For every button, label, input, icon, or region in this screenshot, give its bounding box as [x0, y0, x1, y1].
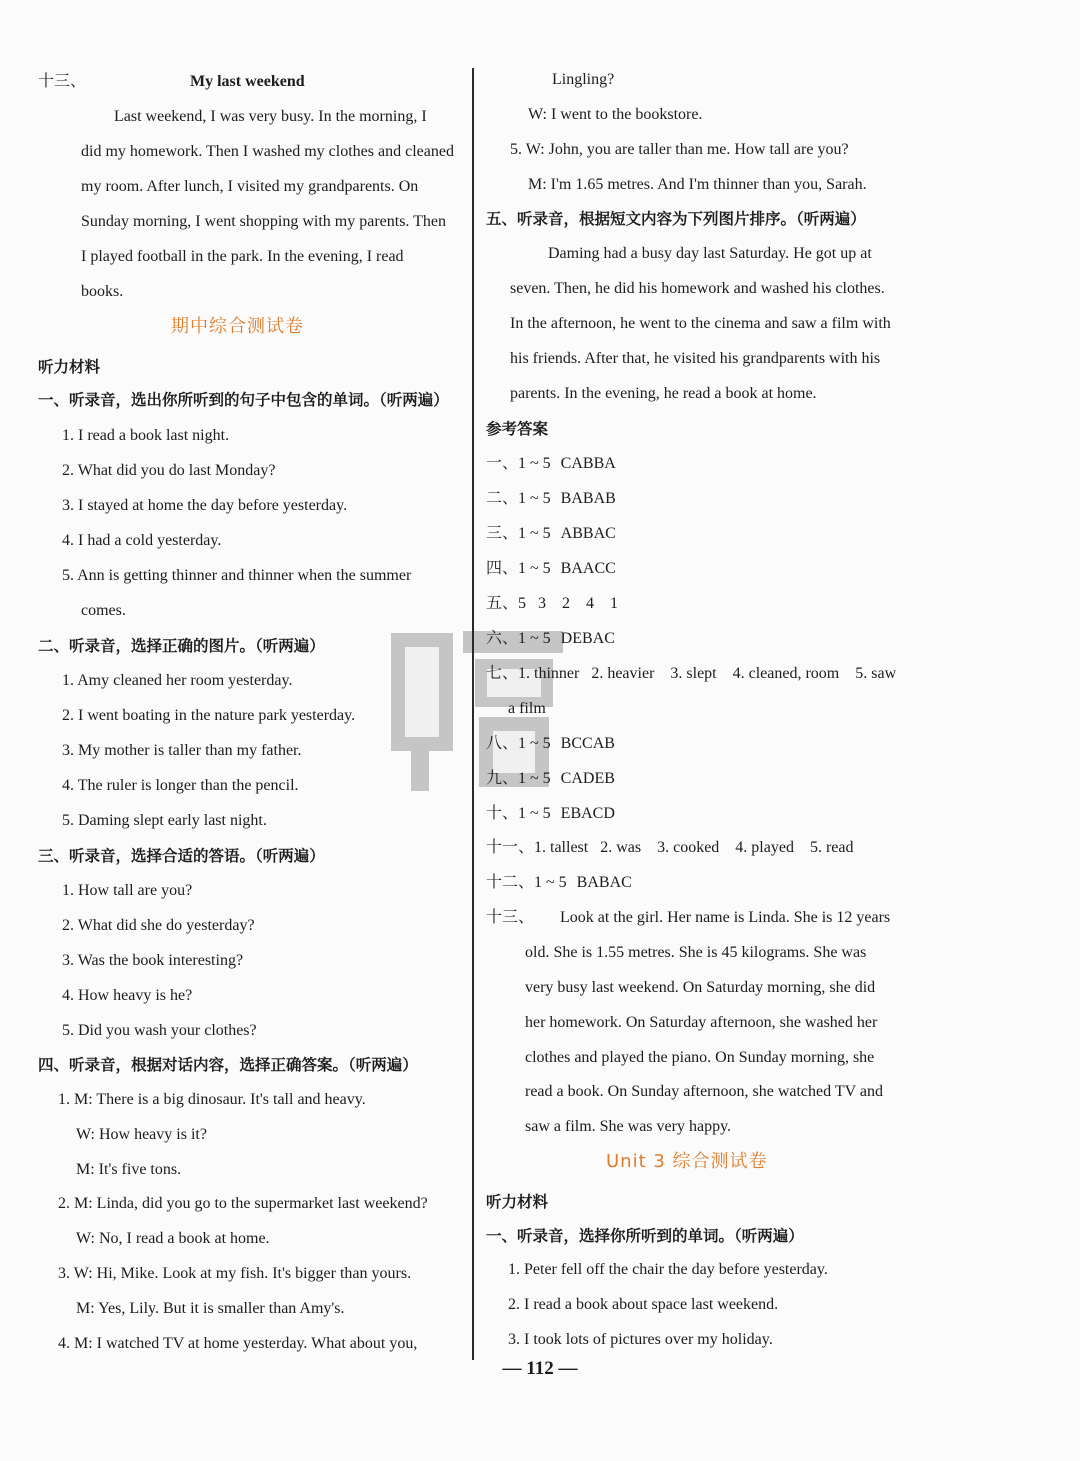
- answer-value: CABBA: [560, 455, 616, 472]
- listening-material-label: 听力材料: [38, 358, 101, 376]
- list-item: 5. Ann is getting thinner and thinner when the summer: [62, 567, 412, 584]
- list-item: 4. The ruler is longer than the pencil.: [62, 777, 299, 794]
- answer-value: CADEB: [560, 770, 615, 787]
- essay-line: my room. After lunch, I visited my grandparents. On: [81, 178, 419, 195]
- list-item: 2. I read a book about space last weekend.: [508, 1296, 779, 1313]
- essay-line: Last weekend, I was very busy. In the morning, I: [114, 108, 427, 125]
- essay-line: Sunday morning, I went shopping with my parents. Then: [81, 213, 446, 230]
- list-item: 1. I read a book last night.: [62, 427, 230, 444]
- list-item: 5. Did you wash your clothes?: [62, 1022, 257, 1039]
- answer-row: [486, 664, 896, 684]
- answer-passage-line: read a book. On Sunday afternoon, she watched TV and: [525, 1083, 883, 1100]
- list-item: 3. I stayed at home the day before yesterday.: [62, 497, 348, 514]
- answer-number: 六、1 ~ 5: [486, 630, 551, 647]
- dialogue-line: M: Yes, Lily. But it is smaller than Amy's.: [76, 1300, 345, 1317]
- dialogue-line: 5. W: John, you are taller than me. How tall are you?: [510, 141, 849, 158]
- dialogue-line: 4. M: I watched TV at home yesterday. What about you,: [58, 1335, 418, 1352]
- passage-line: Daming had a busy day last Saturday. He got up at: [548, 245, 872, 262]
- answer-number: 三、1 ~ 5: [486, 525, 551, 542]
- list-item: 2. What did she do yesterday?: [62, 917, 255, 934]
- answer-value: 2. was 3. cooked 4. played 5. read: [600, 839, 854, 856]
- answer-row: [486, 489, 616, 509]
- list-item: 3. I took lots of pictures over my holiday.: [508, 1331, 773, 1348]
- unit3-section-1-title: 一、听录音，选择你所听到的单词。（听两遍）: [486, 1227, 804, 1245]
- answer-row: [486, 734, 615, 754]
- answer-number: 十、1 ~ 5: [486, 805, 551, 822]
- answer-continuation: a film: [508, 700, 546, 717]
- answer-number: 一、1 ~ 5: [486, 455, 551, 472]
- section-13-number: 十三、: [486, 909, 535, 926]
- section-13-number: 十三、: [38, 73, 87, 90]
- list-item: 4. I had a cold yesterday.: [62, 532, 222, 549]
- answer-row: [486, 873, 632, 893]
- listening-material-label: 听力材料: [486, 1193, 549, 1211]
- essay-title: My last weekend: [190, 73, 305, 90]
- answer-number: 五、5: [486, 595, 527, 612]
- answer-passage-line: saw a film. She was very happy.: [525, 1118, 732, 1135]
- answer-number: 九、1 ~ 5: [486, 770, 551, 787]
- answer-number: 七、1. thinner: [486, 665, 580, 682]
- section-5-title: 五、听录音，根据短文内容为下列图片排序。（听两遍）: [486, 210, 866, 228]
- answer-row: [486, 804, 615, 824]
- list-item: 5. Daming slept early last night.: [62, 812, 267, 829]
- answer-row: [486, 559, 616, 579]
- answer-value: ABBAC: [560, 525, 616, 542]
- dialogue-line: M: It's five tons.: [76, 1161, 182, 1178]
- passage-line: parents. In the evening, he read a book at home.: [510, 385, 817, 402]
- answer-value: BAACC: [560, 560, 616, 577]
- answer-value: BABAC: [576, 874, 632, 891]
- dialogue-line: Lingling?: [552, 71, 615, 88]
- answer-number: 八、1 ~ 5: [486, 735, 551, 752]
- dialogue-line: 1. M: There is a big dinosaur. It's tall and heavy.: [58, 1091, 366, 1108]
- list-item: 1. Amy cleaned her room yesterday.: [62, 672, 293, 689]
- dialogue-line: 3. W: Hi, Mike. Look at my fish. It's bigger than yours.: [58, 1265, 412, 1282]
- dialogue-line: W: How heavy is it?: [76, 1126, 207, 1143]
- section-3-title: 三、听录音，选择合适的答语。（听两遍）: [38, 847, 325, 865]
- list-item: comes.: [81, 602, 126, 619]
- list-item: 3. Was the book interesting?: [62, 952, 244, 969]
- column-divider: [472, 68, 474, 1360]
- passage-line: his friends. After that, he visited his grandparents with his: [510, 350, 881, 367]
- list-item: 4. How heavy is he?: [62, 987, 193, 1004]
- dialogue-line: W: I went to the bookstore.: [528, 106, 703, 123]
- dialogue-line: W: No, I read a book at home.: [76, 1230, 270, 1247]
- answers-label: 参考答案: [486, 420, 549, 438]
- list-item: 1. How tall are you?: [62, 882, 193, 899]
- section-1-title: 一、听录音，选出你所听到的句子中包含的单词。（听两遍）: [38, 391, 449, 409]
- section-4-title: 四、听录音，根据对话内容，选择正确答案。（听两遍）: [38, 1056, 418, 1074]
- dialogue-line: M: I'm 1.65 metres. And I'm thinner than you, Sarah.: [528, 176, 867, 193]
- unit3-test-title: Unit 3 综合测试卷: [606, 1151, 768, 1172]
- section-2-title: 二、听录音，选择正确的图片。（听两遍）: [38, 637, 325, 655]
- answer-row: [486, 594, 618, 614]
- answer-number: 四、1 ~ 5: [486, 560, 551, 577]
- answer-value: 2. heavier 3. slept 4. cleaned, room 5. saw: [591, 665, 897, 682]
- answer-value: BABAB: [560, 490, 616, 507]
- answer-passage-line: her homework. On Saturday afternoon, she washed her: [525, 1014, 878, 1031]
- answer-row: [486, 838, 853, 858]
- midterm-test-title: 期中综合测试卷: [171, 316, 304, 337]
- answer-value: DEBAC: [560, 630, 615, 647]
- essay-line: I played football in the park. In the evening, I read: [81, 248, 404, 265]
- answer-number: 二、1 ~ 5: [486, 490, 551, 507]
- answer-row: [486, 769, 615, 789]
- answer-row: [486, 629, 615, 649]
- passage-line: In the afternoon, he went to the cinema and saw a film with: [510, 315, 891, 332]
- answer-number: 十二、1 ~ 5: [486, 874, 567, 891]
- answer-value: BCCAB: [560, 735, 615, 752]
- answer-passage-line: very busy last weekend. On Saturday morning, she did: [525, 979, 876, 996]
- page-number: — 112 —: [502, 1358, 578, 1379]
- passage-line: seven. Then, he did his homework and washed his clothes.: [510, 280, 885, 297]
- answer-passage-line: old. She is 1.55 metres. She is 45 kilograms. She was: [525, 944, 867, 961]
- list-item: 2. What did you do last Monday?: [62, 462, 276, 479]
- answer-value: EBACD: [560, 805, 615, 822]
- answer-passage-line: Look at the girl. Her name is Linda. She is 12 years: [560, 909, 891, 926]
- list-item: 2. I went boating in the nature park yesterday.: [62, 707, 356, 724]
- answer-row: [486, 454, 616, 474]
- answer-number: 十一、1. tallest: [486, 839, 589, 856]
- list-item: 1. Peter fell off the chair the day before yesterday.: [508, 1261, 828, 1278]
- answer-value: 3 2 4 1: [538, 595, 619, 612]
- answer-row: [486, 524, 616, 544]
- answer-passage-line: clothes and played the piano. On Sunday morning, she: [525, 1049, 875, 1066]
- essay-line: did my homework. Then I washed my clothes and cleaned: [81, 143, 454, 160]
- list-item: 3. My mother is taller than my father.: [62, 742, 302, 759]
- essay-line: books.: [81, 283, 124, 300]
- dialogue-line: 2. M: Linda, did you go to the supermarket last weekend?: [58, 1195, 428, 1212]
